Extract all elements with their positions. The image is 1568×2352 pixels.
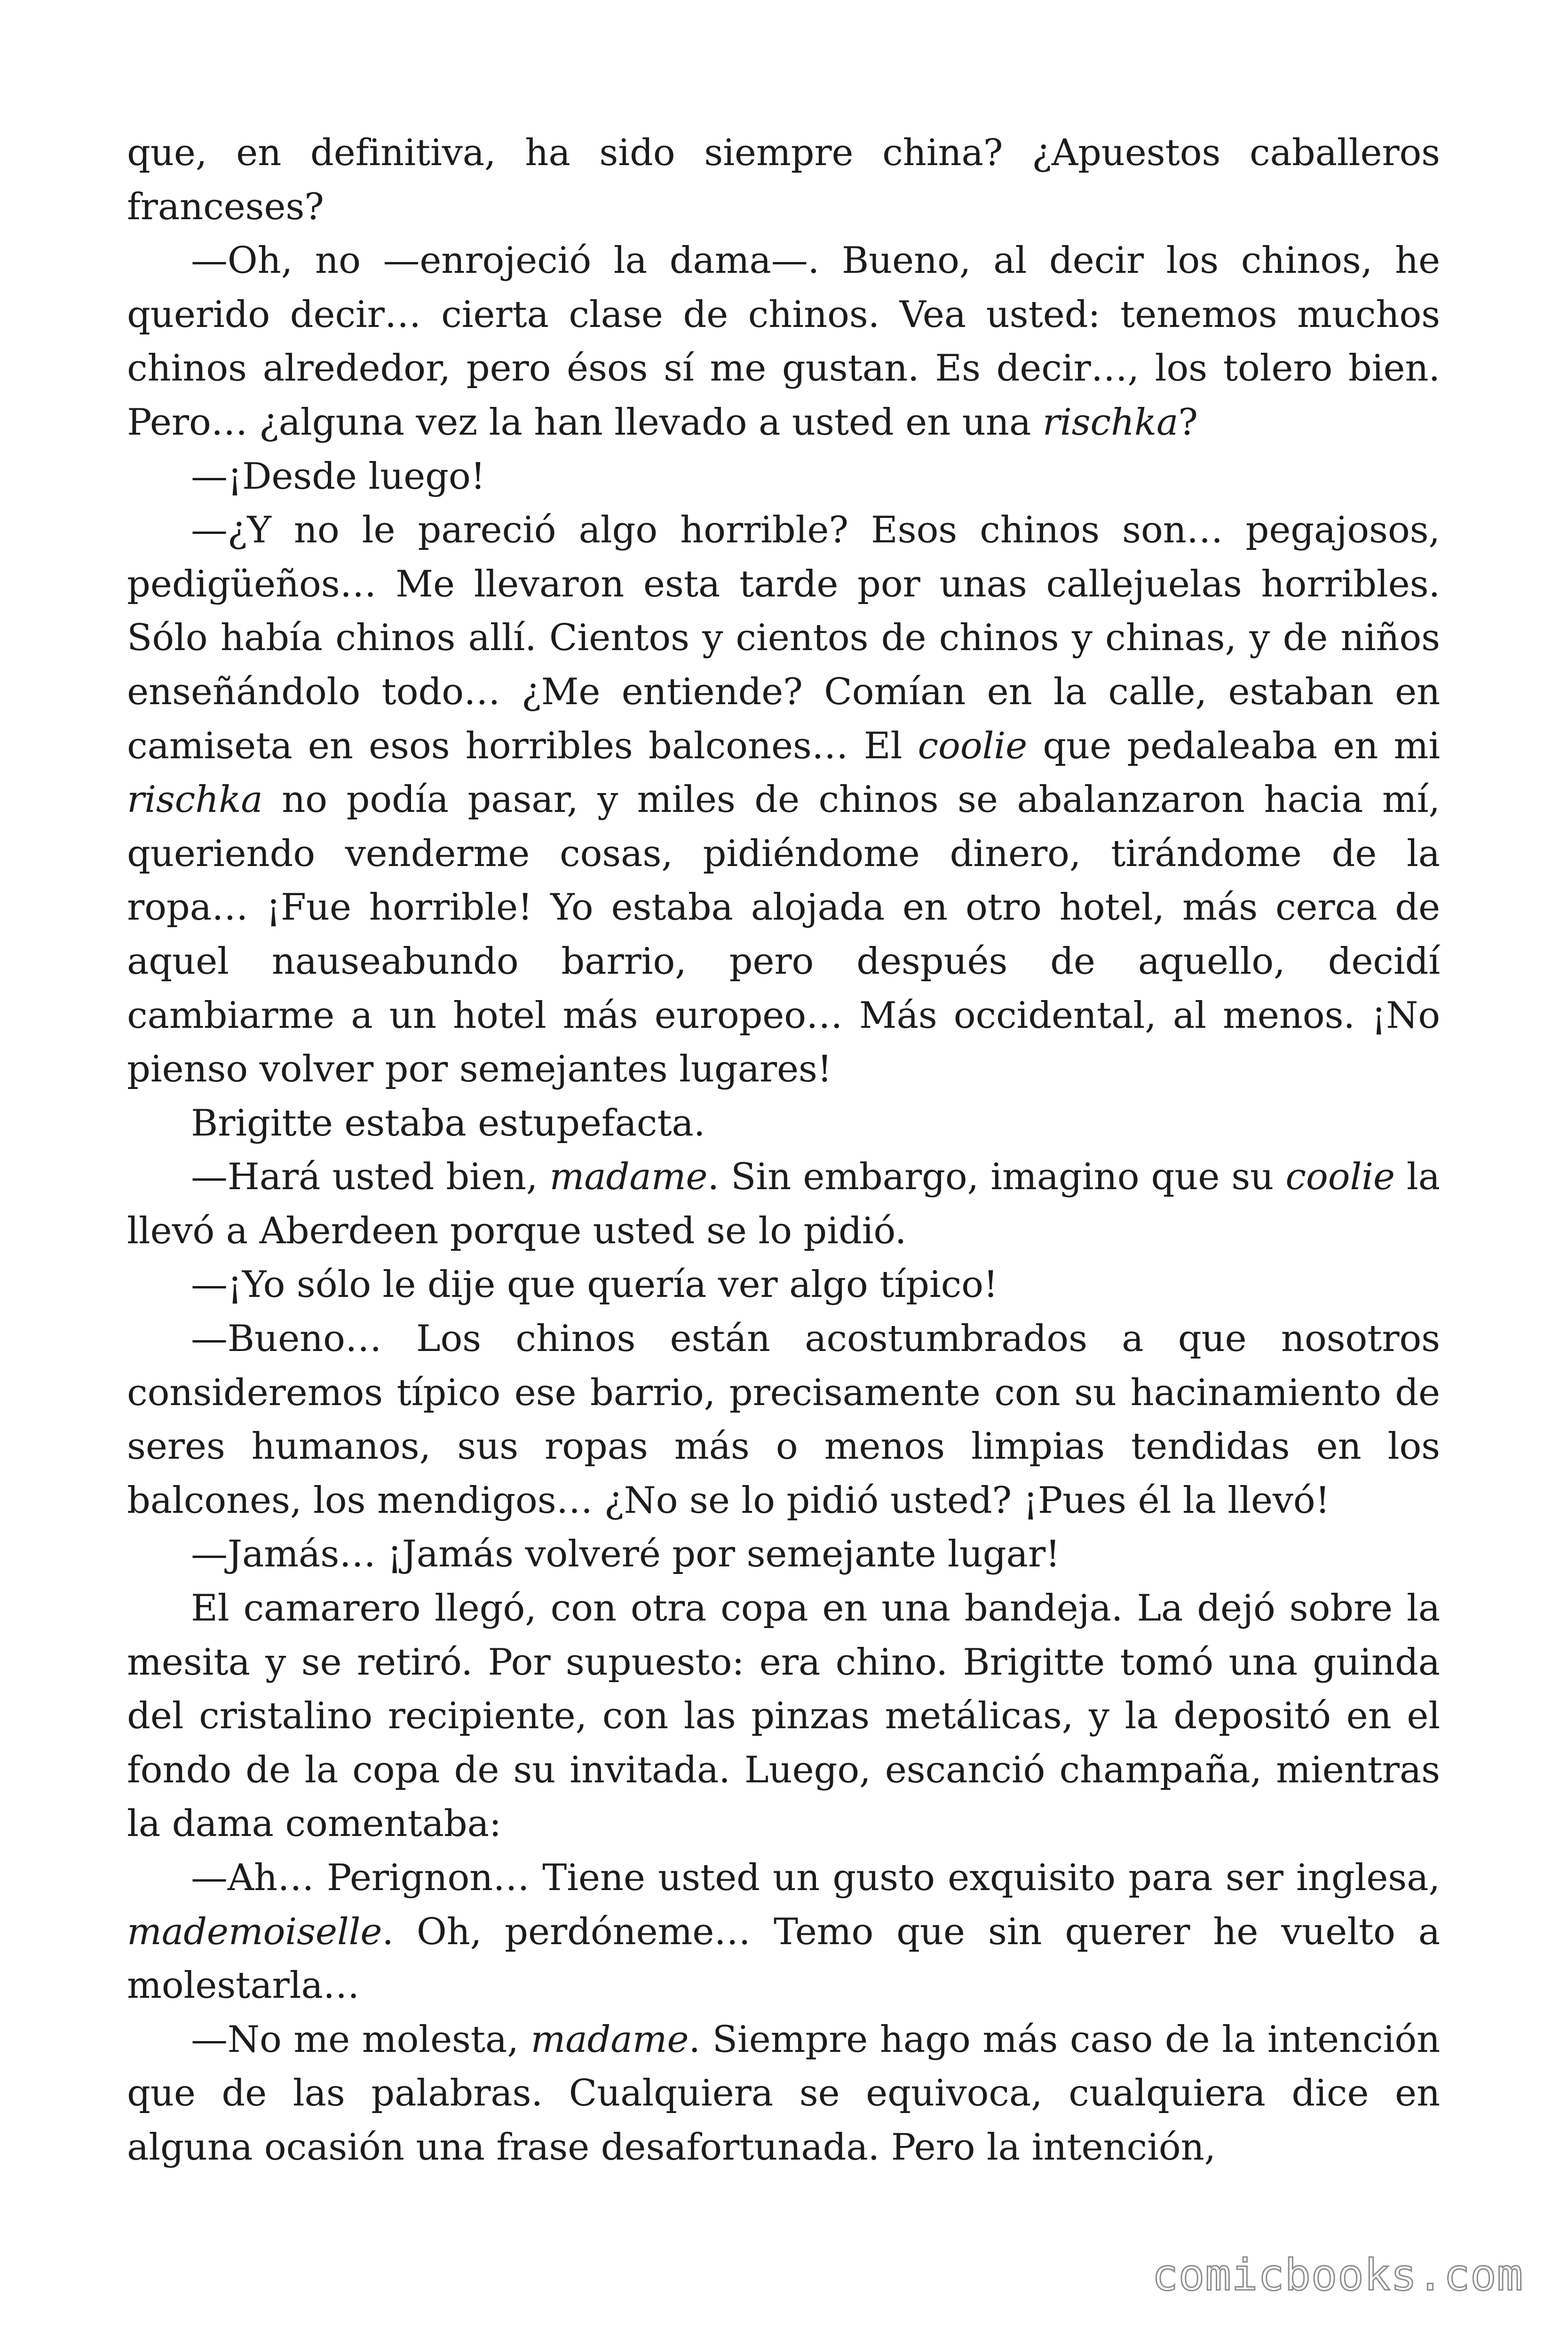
text-run: —¿Y no le pareció algo horrible? Esos chinos son… pegajosos, pedigüeños… Me llevaron esta tarde por unas callejuelas horribles. Sólo había chinos allí. Cientos y cientos de chinos y chinas, y de niños enseñándolo todo… ¿Me entiende? Comían en la calle, estaban en camiseta en esos horribles balcones… El (127, 509, 1440, 767)
italic-run: coolie (1285, 1156, 1395, 1199)
text-run: no podía pasar, y miles de chinos se abalanzaron hacia mí, queriendo venderme cosas, pidiéndome dinero, tirándome de la ropa… ¡Fue horrible! Yo estaba alojada en otro hotel, más cerca de aquel nauseabundo barrio, pero después de aquello, decidí cambiarme a un hotel más europeo… Más occidental, al menos. ¡No pienso volver por semejantes lugares! (127, 779, 1440, 1091)
text-run: ? (1178, 401, 1198, 444)
italic-run: rischka (127, 779, 263, 821)
text-run: que pedaleaba en mi (1027, 724, 1440, 767)
text-run: Brigitte estaba estupefacta. (191, 1102, 705, 1144)
paragraph (127, 1097, 1440, 1151)
text-run: —Jamás… ¡Jamás volveré por semejante lugar! (191, 1533, 1061, 1576)
text-run: la llevó a Aberdeen porque usted se lo pidió. (127, 1156, 1440, 1252)
text-run: . Oh, perdóneme… Temo que sin querer he vuelto a molestarla… (127, 1910, 1440, 2007)
text-run: —No me molesta, (191, 2018, 531, 2061)
text-run: —Oh, no —enrojeció la dama—. Bueno, al decir los chinos, he querido decir… cierta clase de chinos. Vea usted: tenemos muchos chinos alrededor, pero ésos sí me gustan. Es decir…, los tolero bien. Pero… ¿alguna vez la han llevado a usted en una (127, 239, 1440, 444)
site-watermark: comicbooks.com (1152, 2250, 1523, 2300)
text-run: —¡Desde luego! (191, 455, 485, 498)
text-run: —Bueno… Los chinos están acostumbrados a que nosotros consideremos típico ese barrio, precisamente con su hacinamiento de seres humanos, sus ropas más o menos limpias tendidas en los balcones, los mendigos… ¿No se lo pidió usted? ¡Pues él la llevó! (127, 1318, 1440, 1522)
book-page (127, 126, 1440, 2175)
paragraph (127, 1581, 1440, 1851)
text-run: —Hará usted bien, (191, 1156, 550, 1199)
paragraph (127, 503, 1440, 1097)
text-run: El camarero llegó, con otra copa en una bandeja. La dejó sobre la mesita y se retiró. Por supuesto: era chino. Brigitte tomó una guinda del cristalino recipiente, con las pinzas metálicas, y la depositó en el fondo de la copa de su invitada. Luego, escanció champaña, mientras la dama comentaba: (127, 1587, 1440, 1845)
italic-run: madame (549, 1156, 708, 1199)
text-run: . Sin embargo, imagino que su (707, 1156, 1286, 1199)
paragraph (127, 234, 1440, 449)
text-run: —Ah… Perignon… Tiene usted un gusto exquisito para ser inglesa, (191, 1857, 1440, 1899)
text-run: que, en definitiva, ha sido siempre china? ¿Apuestos caballeros franceses? (127, 132, 1440, 228)
paragraph (127, 2013, 1440, 2175)
italic-run: coolie (918, 724, 1027, 767)
paragraph (127, 1258, 1440, 1312)
paragraph (127, 1851, 1440, 2013)
paragraph (127, 1527, 1440, 1581)
italic-run: madame (531, 2018, 689, 2061)
italic-run: rischka (1042, 401, 1179, 444)
paragraph (127, 1150, 1440, 1258)
paragraph (127, 1312, 1440, 1527)
text-run: —¡Yo sólo le dije que quería ver algo típico! (191, 1263, 998, 1306)
italic-run: mademoiselle (127, 1910, 382, 1953)
paragraph (127, 450, 1440, 504)
text-run: . Siempre hago más caso de la intención que de las palabras. Cualquiera se equivoca, cualquiera dice en alguna ocasión una frase desafortunada. Pero la intención, (127, 2018, 1440, 2169)
paragraph (127, 126, 1440, 234)
